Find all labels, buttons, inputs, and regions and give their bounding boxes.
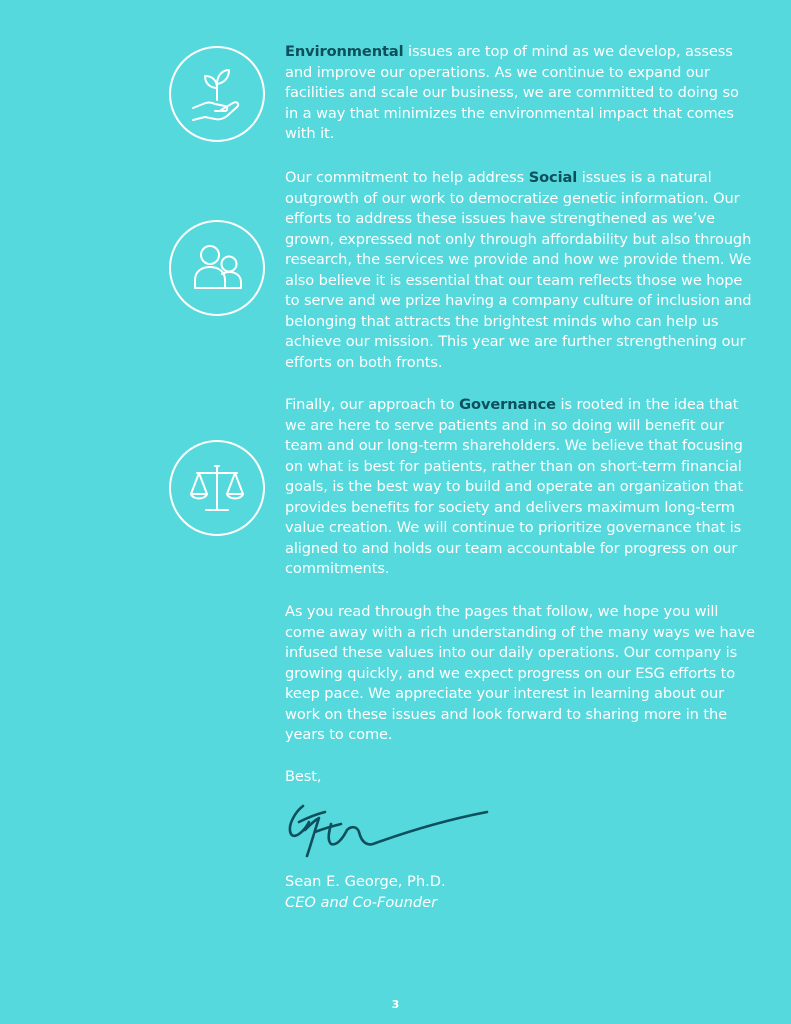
closing-paragraph: As you read through the pages that follow, we hope you will come away with a rich understanding of the many ways we have infused these values into our daily operations. Our company is growing quickly, and we expect progress on our ESG efforts to keep pace. We appreciate your interest in learning about our work on these issues and look forward to sharing more in the years to come. [285,603,755,743]
signature [285,800,490,862]
social-keyword: Social [528,169,578,186]
governance-keyword: Governance [459,396,556,413]
people-icon [169,220,265,316]
social-text-before: Our commitment to help address [285,169,529,186]
salutation: Best, [285,768,322,785]
signer-block [285,872,446,913]
signer-name: Sean E. George, Ph.D. [285,873,446,890]
governance-paragraph [285,395,755,580]
governance-text: is rooted in the idea that we are here to serve patients and in so doing will benefit our team and our long-term shareholders. We believe that focusing on what is best for patients, rather than on short-term financial goals, is the best way to build and operate an organization that provides benefits for society and delivers maximum long-term value creation. We will continue to prioritize governance that is aligned to and holds our team accountable for progress on our commitments. [285,396,744,577]
social-paragraph [285,168,755,373]
governance-text-before: Finally, our approach to [285,396,460,413]
social-text: issues is a natural outgrowth of our work to democratize genetic information. Our efforts to address these issues have strengthened as we’ve grown, expressed not only through affordability but also through research, the services we provide and how we provide them. We also believe it is essential that our team reflects those we hope to serve and we prize having a company culture of inclusion and belonging that attracts the brightest minds who can help us achieve our mission. This year we are further strengthening our efforts on both fronts. [285,169,752,371]
environmental-text: issues are top of mind as we develop, assess and improve our operations. As we continue to expand our facilities and scale our business, we are committed to doing so in a way that minimizes the environmental impact that comes with it. [285,43,739,142]
environmental-paragraph [285,42,755,145]
signer-title: CEO and Co-Founder [285,893,438,911]
page-number: 3 [391,998,400,1011]
scales-icon [169,440,265,536]
environmental-keyword: Environmental [285,43,404,60]
plant-in-hand-icon [169,46,265,142]
